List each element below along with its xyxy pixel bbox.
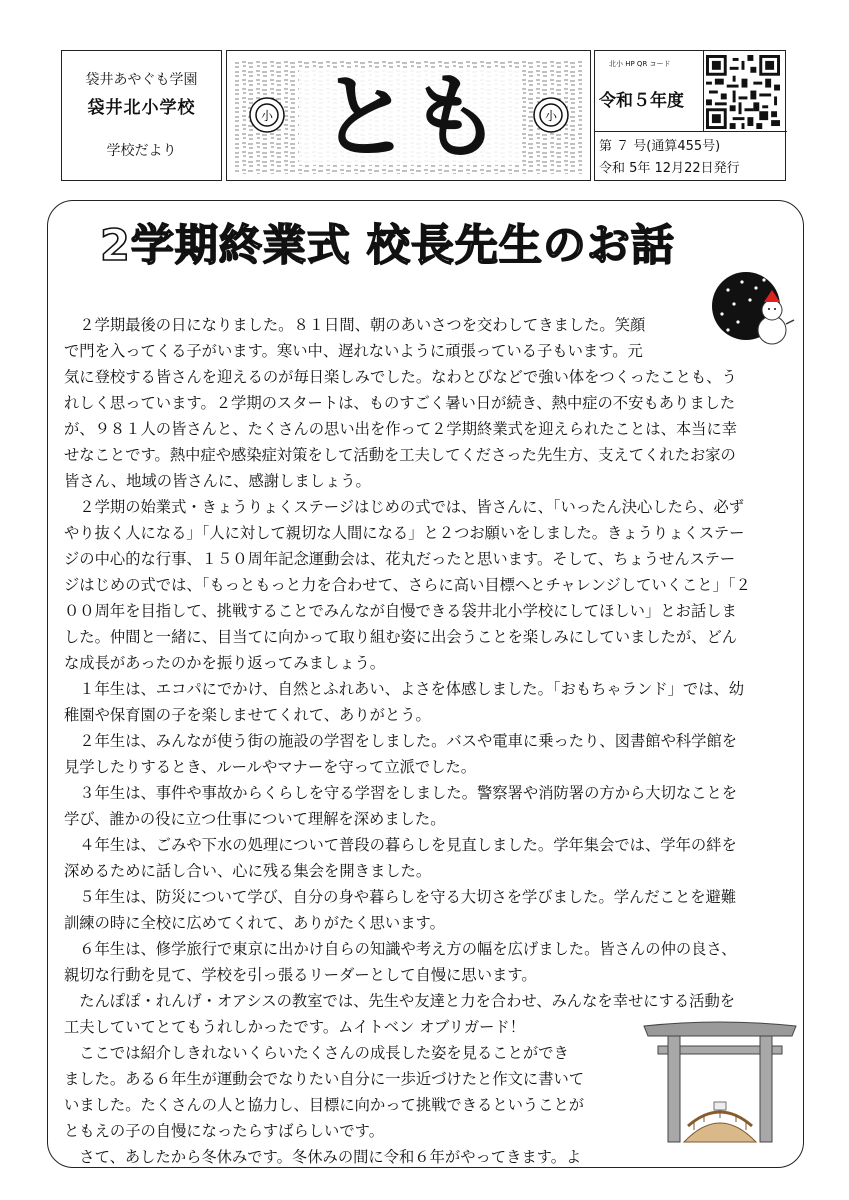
- body-line: ５年生は、防災について学び、自分の身や暮らしを守る大切さを学びました。学んだことを避難: [79, 888, 737, 906]
- body-line: 皆さん、地域の皆さんに、感謝しましょう。: [64, 472, 371, 490]
- body-line: ２年生は、みんなが使う街の施設の学習をしました。バスや電車に乗ったり、図書館や科学館を: [79, 732, 738, 750]
- newsletter-title: とも: [318, 63, 499, 171]
- body-line: さて、あしたから冬休みです。冬休みの間に令和６年がやってきます。よ: [79, 1148, 582, 1166]
- org-name: 袋井あやぐも学園: [85, 72, 198, 88]
- body-line: ジの中心的な行事、１５０周年記念運動会は、花丸だったと思います。そして、ちょうせんステー: [64, 550, 736, 568]
- body-line: ４年生は、ごみや下水の処理について普段の暮らしを見直しました。学年集会では、学年の絆を: [79, 836, 737, 854]
- school-info-box: [61, 50, 222, 181]
- issue-number: 第 ７ 号(通算455号): [599, 139, 721, 154]
- fiscal-year: 令和５年度: [599, 91, 684, 111]
- body-line: ００周年を目指して、挑戦することでみんなが自慢できる袋井北小学校にしてほしい」とお話しま: [64, 602, 737, 620]
- body-line: で門を入ってくる子がいます。寒い中、遅れないように頑張っている子もいます。元: [64, 342, 643, 360]
- body-line: 深めるために話し合い、心に残る集会を開きました。: [64, 862, 432, 880]
- body-line: ジはじめの式では、「もっともっと力を合わせて、さらに高い目標へとチャレンジしていくこと」「２: [64, 576, 751, 594]
- qr-label: 北小 HP QR コード: [609, 60, 671, 68]
- svg-text:小: 小: [544, 109, 558, 123]
- body-line: した。仲間と一緒に、目当てに向かって取り組む姿に出会うことを楽しみにしていましたが、どん: [64, 628, 738, 646]
- newsletter-label: 学校だより: [106, 143, 177, 159]
- body-line: 見学したりするとき、ルールやマナーを守って立派でした。: [64, 758, 477, 776]
- issue-info-box: [594, 50, 786, 181]
- body-line: 訓練の時に全校に広めてくれて、ありがたく思います。: [64, 914, 445, 932]
- body-line: ２学期の始業式・きょうりょくステージはじめの式では、皆さんに、「いったん決心したら、必ず: [79, 498, 745, 516]
- body-line: やり抜く人になる」「人に対して親切な人間になる」と２つお願いをしました。きょうりょくステー: [64, 524, 745, 542]
- shrine-gate-illustration: [640, 1018, 800, 1146]
- body-line: ６年生は、修学旅行で東京に出かけ自らの知識や考え方の幅を広げました。皆さんの仲の良さ、: [79, 940, 737, 958]
- body-line: 学び、誰かの役に立つ仕事について理解を深めました。: [64, 810, 446, 828]
- body-line: が、９８１人の皆さんと、たくさんの思い出を作って２学期終業式を迎えられたことは、本当に幸: [64, 420, 738, 438]
- body-line: いました。たくさんの人と協力し、目標に向かって挑戦できるということが: [64, 1096, 585, 1114]
- svg-text:小: 小: [260, 109, 274, 123]
- article-headline: 2学期終業式 校長先生のお話: [100, 221, 675, 271]
- body-line: せなことです。熱中症や感染症対策をして活動を工夫してくださった先生方、支えてくれたお家の: [64, 446, 736, 464]
- body-line: １年生は、エコパにでかけ、自然とふれあい、よさを体感しました。「おもちゃランド」では、幼: [79, 680, 745, 698]
- body-line: 稚園や保育園の子を楽しませてくれて、ありがとう。: [64, 706, 431, 724]
- body-line: ここでは紹介しきれないくらいたくさんの成長した姿を見ることができ: [79, 1044, 569, 1062]
- body-line: たんぽぽ・れんげ・オアシスの教室では、先生や友達と力を合わせ、みんなを幸せにする活動を: [79, 992, 736, 1010]
- body-line: な成長があったのかを振り返ってみましょう。: [64, 654, 386, 672]
- school-name: 袋井北小学校: [87, 98, 196, 118]
- masthead-box: [226, 50, 591, 181]
- body-line: ました。ある６年生が運動会でなりたい自分に一歩近づけたと作文に書いて: [64, 1070, 585, 1088]
- body-line: 親切な行動を見て、学校を引っ張るリーダーとして自慢に思います。: [64, 966, 537, 984]
- body-line: 工夫していてとてもうれしかったです。ムイトベン オブリガード！: [64, 1018, 526, 1036]
- body-line: ２学期最後の日になりました。８１日間、朝のあいさつを交わしてきました。笑顔: [79, 316, 646, 334]
- body-line: れしく思っています。２学期のスタートは、ものすごく暑い日が続き、熱中症の不安もありました: [64, 394, 736, 412]
- body-line: 気に登校する皆さんを迎えるのが毎日楽しみでした。なわとびなどで強い体をつくったことも、う: [64, 368, 737, 386]
- snowman-illustration: [708, 268, 798, 348]
- body-line: ともえの子の自慢になったらすばらしいです。: [64, 1122, 385, 1140]
- body-line: ３年生は、事件や事故からくらしを守る学習をしました。警察署や消防署の方から大切なことを: [79, 784, 738, 802]
- issue-date: 令和 5年 12月22日発行: [599, 161, 740, 176]
- qr-code-icon[interactable]: [705, 55, 781, 129]
